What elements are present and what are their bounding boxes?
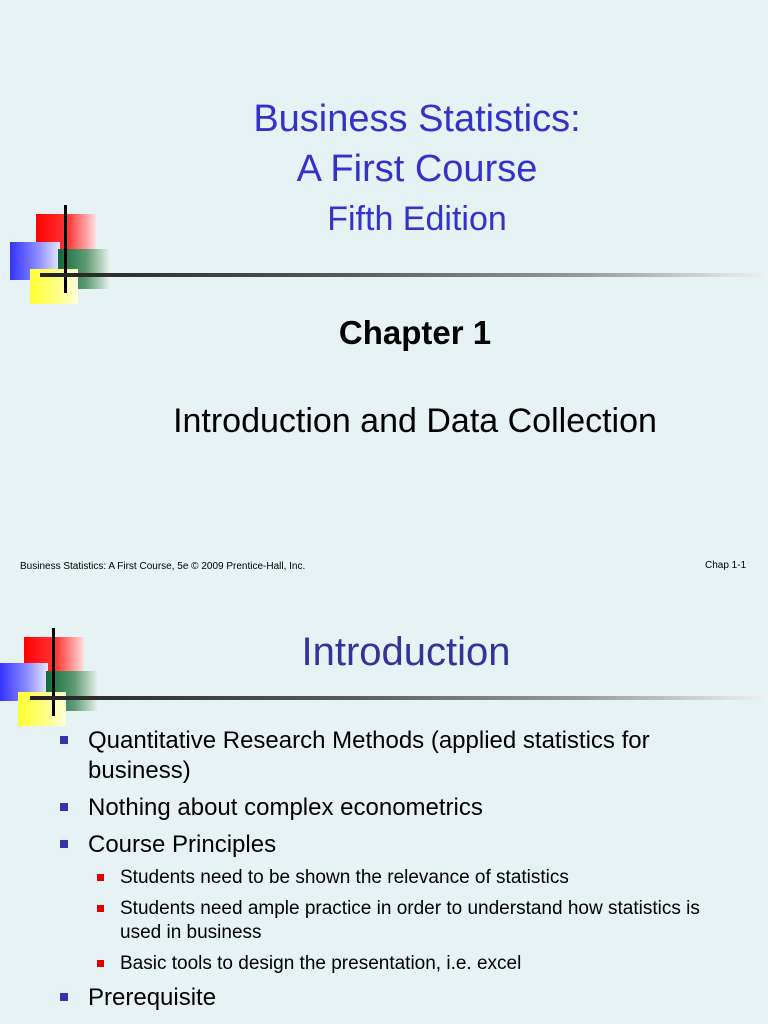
sub-list-item	[88, 897, 738, 945]
title-rule	[40, 273, 768, 277]
square-bullet-icon	[60, 993, 68, 1001]
square-bullet-icon	[60, 840, 68, 848]
sub-bullet-text: Students need ample practice in order to understand how statistics is used in business	[120, 898, 700, 943]
footer-copyright: Business Statistics: A First Course, 5e © 2009 Prentice-Hall, Inc.	[20, 561, 306, 572]
sub-bullet-list	[88, 866, 738, 976]
slide-introduction	[0, 590, 768, 1024]
slide-edition: Fifth Edition	[327, 200, 507, 238]
bullet-text: Prerequisite	[88, 984, 217, 1011]
bullet-list	[58, 726, 738, 1020]
sub-bullet-text: Students need to be shown the relevance of statistics	[120, 867, 569, 888]
slide-title-line1: Business Statistics:	[253, 98, 581, 140]
red-square-bullet-icon	[97, 905, 104, 912]
red-square-bullet-icon	[97, 874, 104, 881]
list-item	[58, 830, 738, 976]
bullet-text: Course Principles	[88, 831, 277, 858]
red-square-bullet-icon	[97, 960, 104, 967]
list-item	[58, 726, 738, 786]
sub-list-item	[88, 866, 738, 890]
slide-title-line2: A First Course	[296, 148, 538, 190]
chapter-heading: Chapter 1	[338, 314, 492, 351]
bullet-text: Nothing about complex econometrics	[88, 794, 483, 821]
bullet-text: Quantitative Research Methods (applied statistics for business)	[88, 727, 650, 784]
sub-bullet-text: Basic tools to design the presentation, i.e. excel	[120, 953, 522, 974]
list-item	[58, 983, 738, 1013]
sub-list-item	[88, 952, 738, 976]
title-rule	[30, 696, 768, 700]
square-bullet-icon	[60, 736, 68, 744]
chapter-subtitle: Introduction and Data Collection	[173, 402, 657, 440]
slide-title: Introduction	[301, 630, 511, 674]
square-bullet-icon	[60, 803, 68, 811]
footer-page-number: Chap 1-1	[705, 560, 747, 571]
list-item	[58, 793, 738, 823]
